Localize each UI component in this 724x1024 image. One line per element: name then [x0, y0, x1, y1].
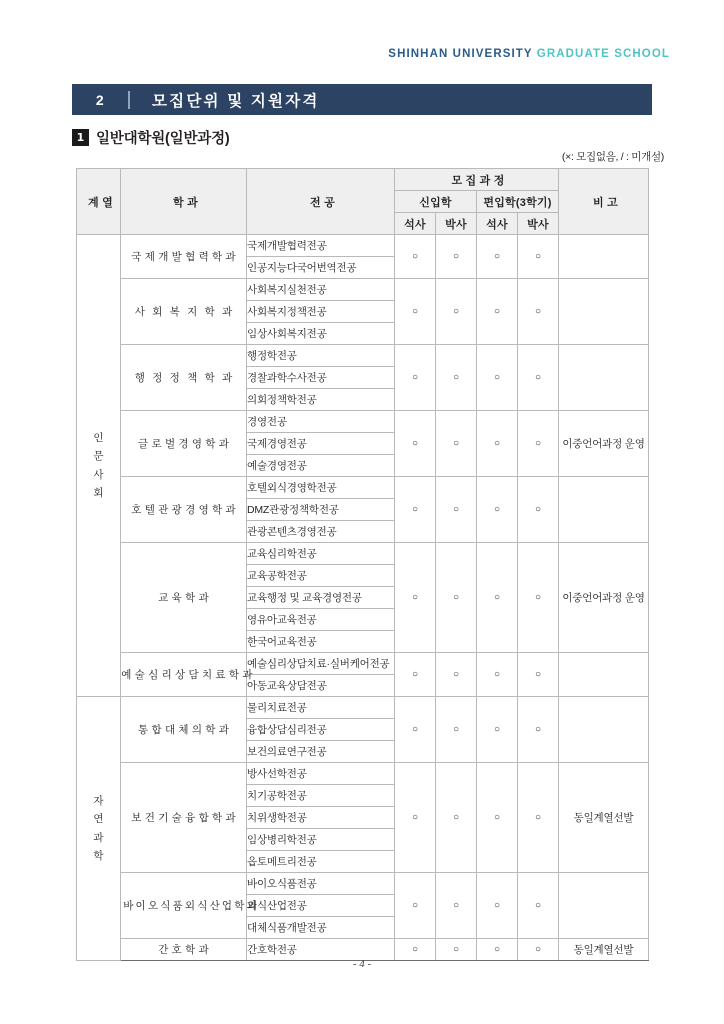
cell-new-masters: ○ — [395, 279, 436, 345]
cell-new-masters: ○ — [395, 543, 436, 653]
cell-new-doctorate: ○ — [436, 763, 477, 873]
table-row — [77, 345, 649, 367]
cell-major: 교육공학전공 — [247, 565, 395, 587]
series-char: 사 — [93, 468, 104, 481]
col-header-process-group: 모 집 과 정 — [395, 169, 559, 191]
cell-major: 예술경영전공 — [247, 455, 395, 477]
cell-new-doctorate: ○ — [436, 697, 477, 763]
section-header-bar — [72, 84, 652, 115]
cell-remarks — [559, 653, 649, 697]
section-number: 2 — [95, 91, 105, 108]
cell-department: 통 합 대 체 의 학 과 — [121, 697, 247, 763]
cell-major: 대체식품개발전공 — [247, 917, 395, 939]
brand-primary: SHINHAN UNIVERSITY — [388, 48, 533, 60]
table-row — [77, 279, 649, 301]
series-char: 학 — [93, 849, 104, 862]
cell-transfer-doctorate: ○ — [518, 873, 559, 939]
col-header-transfer-doctorate: 박사 — [518, 213, 559, 235]
cell-new-doctorate: ○ — [436, 477, 477, 543]
cell-new-doctorate: ○ — [436, 345, 477, 411]
cell-transfer-masters: ○ — [477, 543, 518, 653]
col-header-new-admission: 신입학 — [395, 191, 477, 213]
cell-remarks — [559, 279, 649, 345]
cell-major: 바이오식품전공 — [247, 873, 395, 895]
cell-department: 사 회 복 지 학 과 — [121, 279, 247, 345]
cell-transfer-doctorate: ○ — [518, 939, 559, 961]
cell-major: DMZ관광정책학전공 — [247, 499, 395, 521]
cell-new-masters: ○ — [395, 235, 436, 279]
cell-major: 행정학전공 — [247, 345, 395, 367]
series-char: 문 — [93, 450, 104, 463]
cell-major: 사회복지정책전공 — [247, 301, 395, 323]
table-row — [77, 477, 649, 499]
cell-department: 교 육 학 과 — [121, 543, 247, 653]
cell-new-masters: ○ — [395, 653, 436, 697]
cell-transfer-doctorate: ○ — [518, 279, 559, 345]
cell-new-masters: ○ — [395, 939, 436, 961]
cell-transfer-masters: ○ — [477, 763, 518, 873]
cell-new-masters: ○ — [395, 873, 436, 939]
cell-remarks: 동일계열선발 — [559, 939, 649, 961]
cell-department: 행 정 정 책 학 과 — [121, 345, 247, 411]
cell-department: 호 텔 관 광 경 영 학 과 — [121, 477, 247, 543]
cell-major: 관광콘텐츠경영전공 — [247, 521, 395, 543]
table-head — [77, 169, 649, 235]
cell-remarks — [559, 235, 649, 279]
table-row — [77, 543, 649, 565]
cell-major: 영유아교육전공 — [247, 609, 395, 631]
table-header-row-1 — [77, 169, 649, 191]
cell-major: 한국어교육전공 — [247, 631, 395, 653]
table-row — [77, 873, 649, 895]
cell-major: 치위생학전공 — [247, 807, 395, 829]
cell-transfer-doctorate: ○ — [518, 697, 559, 763]
cell-transfer-masters: ○ — [477, 235, 518, 279]
subsection-heading — [72, 127, 230, 148]
brand-header — [388, 48, 670, 60]
series-char: 연 — [93, 813, 104, 826]
cell-transfer-doctorate: ○ — [518, 411, 559, 477]
cell-transfer-doctorate: ○ — [518, 235, 559, 279]
cell-major: 융합상담심리전공 — [247, 719, 395, 741]
table-row — [77, 697, 649, 719]
cell-transfer-masters: ○ — [477, 873, 518, 939]
cell-transfer-masters: ○ — [477, 697, 518, 763]
col-header-remarks: 비 고 — [559, 169, 649, 235]
section-title: 모집단위 및 지원자격 — [152, 92, 320, 110]
cell-transfer-doctorate: ○ — [518, 763, 559, 873]
cell-major: 교육심리학전공 — [247, 543, 395, 565]
cell-remarks — [559, 477, 649, 543]
table-row — [77, 653, 649, 675]
cell-department: 보 건 기 술 융 합 학 과 — [121, 763, 247, 873]
series-char: 과 — [93, 831, 104, 844]
table-row — [77, 235, 649, 257]
cell-new-masters: ○ — [395, 477, 436, 543]
series-char: 인 — [93, 431, 104, 444]
cell-remarks: 이중언어과정 운영 — [559, 543, 649, 653]
cell-major: 치기공학전공 — [247, 785, 395, 807]
cell-new-masters: ○ — [395, 411, 436, 477]
cell-major: 의회정책학전공 — [247, 389, 395, 411]
cell-transfer-masters: ○ — [477, 345, 518, 411]
cell-major: 물리치료전공 — [247, 697, 395, 719]
cell-major: 임상사회복지전공 — [247, 323, 395, 345]
cell-new-doctorate: ○ — [436, 939, 477, 961]
cell-series-0 — [77, 235, 121, 697]
cell-new-doctorate: ○ — [436, 411, 477, 477]
cell-new-doctorate: ○ — [436, 235, 477, 279]
cell-major: 교육행정 및 교육경영전공 — [247, 587, 395, 609]
cell-major: 국제경영전공 — [247, 433, 395, 455]
subsection-marker-icon: 1 — [72, 129, 89, 146]
cell-department: 간 호 학 과 — [121, 939, 247, 961]
cell-remarks: 이중언어과정 운영 — [559, 411, 649, 477]
col-header-new-masters: 석사 — [395, 213, 436, 235]
cell-major: 외식산업전공 — [247, 895, 395, 917]
cell-transfer-doctorate: ○ — [518, 477, 559, 543]
cell-remarks: 동일계열선발 — [559, 763, 649, 873]
cell-major: 간호학전공 — [247, 939, 395, 961]
cell-major: 임상병리학전공 — [247, 829, 395, 851]
cell-new-doctorate: ○ — [436, 653, 477, 697]
table-row — [77, 411, 649, 433]
admission-table-container — [76, 168, 648, 961]
cell-new-doctorate: ○ — [436, 279, 477, 345]
cell-major: 호텔외식경영학전공 — [247, 477, 395, 499]
cell-transfer-doctorate: ○ — [518, 543, 559, 653]
table-body — [77, 235, 649, 961]
col-header-department: 학 과 — [121, 169, 247, 235]
cell-new-doctorate: ○ — [436, 873, 477, 939]
cell-major: 보건의료연구전공 — [247, 741, 395, 763]
cell-new-masters: ○ — [395, 763, 436, 873]
col-header-transfer-masters: 석사 — [477, 213, 518, 235]
brand-secondary: GRADUATE SCHOOL — [536, 48, 670, 60]
series-char: 회 — [93, 486, 104, 499]
cell-transfer-doctorate: ○ — [518, 653, 559, 697]
subsection-title: 일반대학원(일반과정) — [96, 131, 230, 147]
cell-major: 경찰과학수사전공 — [247, 367, 395, 389]
series-char: 자 — [93, 794, 104, 807]
cell-major: 옵토메트리전공 — [247, 851, 395, 873]
col-header-transfer-admission: 편입학(3학기) — [477, 191, 559, 213]
cell-new-doctorate: ○ — [436, 543, 477, 653]
cell-major: 방사선학전공 — [247, 763, 395, 785]
cell-department: 예 술 심 리 상 담 치 료 학 과 — [121, 653, 247, 697]
cell-new-masters: ○ — [395, 345, 436, 411]
cell-transfer-masters: ○ — [477, 477, 518, 543]
table-row — [77, 763, 649, 785]
cell-transfer-doctorate: ○ — [518, 345, 559, 411]
admission-units-table — [76, 168, 649, 961]
cell-transfer-masters: ○ — [477, 939, 518, 961]
cell-series-1 — [77, 697, 121, 961]
page-footer: - 4 - — [352, 958, 372, 970]
cell-major: 예술심리상담치료·실버케어전공 — [247, 653, 395, 675]
cell-transfer-masters: ○ — [477, 653, 518, 697]
cell-major: 경영전공 — [247, 411, 395, 433]
table-legend-note: (×: 모집없음, / : 미개설) — [561, 151, 664, 163]
cell-new-masters: ○ — [395, 697, 436, 763]
cell-major: 인공지능다국어번역전공 — [247, 257, 395, 279]
cell-department: 국 제 개 발 협 력 학 과 — [121, 235, 247, 279]
cell-department: 바이오식품외식산업학과 — [121, 873, 247, 939]
cell-major: 사회복지실천전공 — [247, 279, 395, 301]
col-header-series: 계 열 — [77, 169, 121, 235]
cell-remarks — [559, 697, 649, 763]
col-header-major: 전 공 — [247, 169, 395, 235]
cell-remarks — [559, 345, 649, 411]
cell-remarks — [559, 873, 649, 939]
cell-major: 아동교육상담전공 — [247, 675, 395, 697]
cell-transfer-masters: ○ — [477, 411, 518, 477]
col-header-new-doctorate: 박사 — [436, 213, 477, 235]
cell-major: 국제개발협력전공 — [247, 235, 395, 257]
cell-transfer-masters: ○ — [477, 279, 518, 345]
cell-department: 글 로 벌 경 영 학 과 — [121, 411, 247, 477]
